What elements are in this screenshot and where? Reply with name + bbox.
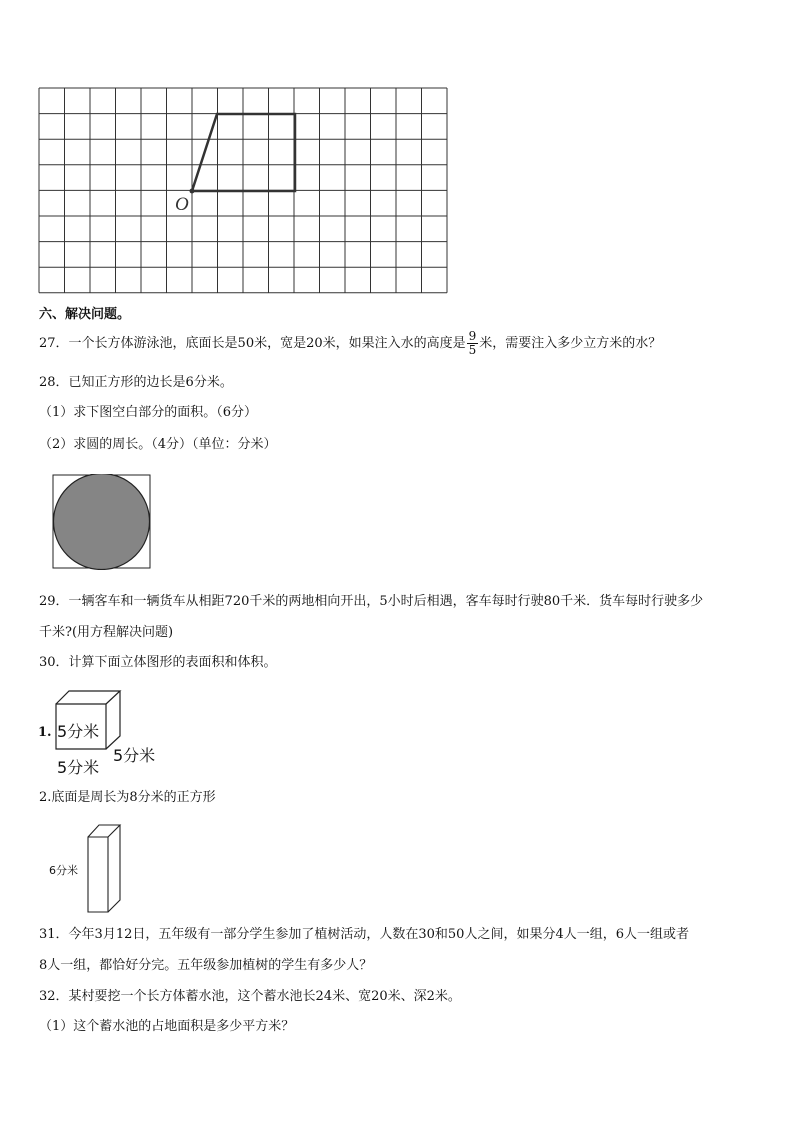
prism-side-face <box>108 825 120 912</box>
q27-fraction <box>467 330 479 357</box>
cube-bottom-label: 5分米 <box>57 758 100 777</box>
grid-figure <box>38 87 450 297</box>
question-28-part2: （2）求圆的周长。（4分）（单位：分米） <box>39 437 277 452</box>
question-30-stem: 30．计算下面立体图形的表面积和体积。 <box>39 655 277 670</box>
prism-front-face <box>88 837 108 912</box>
question-27 <box>39 330 661 357</box>
inscribed-circle <box>54 474 150 570</box>
question-32-part1: （1）这个蓄水池的占地面积是多少平方米？ <box>39 1019 295 1034</box>
figure-1-index: 1. <box>38 725 52 740</box>
question-29-line1: 29．一辆客车和一辆货车从相距720千米的两地相向开出，5小时后相遇，客车每时行驶80千米．货车每时行驶多少 <box>39 594 704 609</box>
origin-point <box>190 189 195 194</box>
cube-side-face <box>106 691 120 749</box>
origin-label: O <box>175 194 189 215</box>
prism-top-face <box>88 825 120 837</box>
cube-front-label: 5分米 <box>57 722 100 741</box>
figure-2-caption: 2.底面是周长为8分米的正方形 <box>39 790 216 805</box>
square-circle-figure <box>52 474 152 570</box>
q27-text-after: 米，需要注入多少立方米的水？ <box>479 336 662 351</box>
question-31-line1: 31．今年3月12日，五年级有一部分学生参加了植树活动，人数在30和50人之间，如果分4人一组，6人一组或者 <box>39 927 689 942</box>
question-29-line2: 千米?(用方程解决问题) <box>39 625 174 640</box>
cube-top-face <box>56 691 120 704</box>
question-28-stem: 28．已知正方形的边长是6分米。 <box>39 375 233 390</box>
q27-fraction-num: 9 <box>468 329 477 343</box>
q27-text-before: 27．一个长方体游泳池，底面长是50米，宽是20米，如果注入水的高度是 <box>39 336 466 351</box>
question-28-part1: （1）求下图空白部分的面积。（6分） <box>39 405 258 420</box>
prism-figure <box>86 823 124 914</box>
q27-fraction-den: 5 <box>468 343 477 357</box>
question-31-line2: 8人一组，都恰好分完。五年级参加植树的学生有多少人？ <box>39 958 373 973</box>
question-32-stem: 32．某村要挖一个长方体蓄水池，这个蓄水池长24米、宽20米、深2米。 <box>39 989 461 1004</box>
section-title: 六、解决问题。 <box>39 307 131 322</box>
cube-side-label: 5分米 <box>113 746 156 765</box>
prism-height-label: 6分米 <box>49 864 78 877</box>
